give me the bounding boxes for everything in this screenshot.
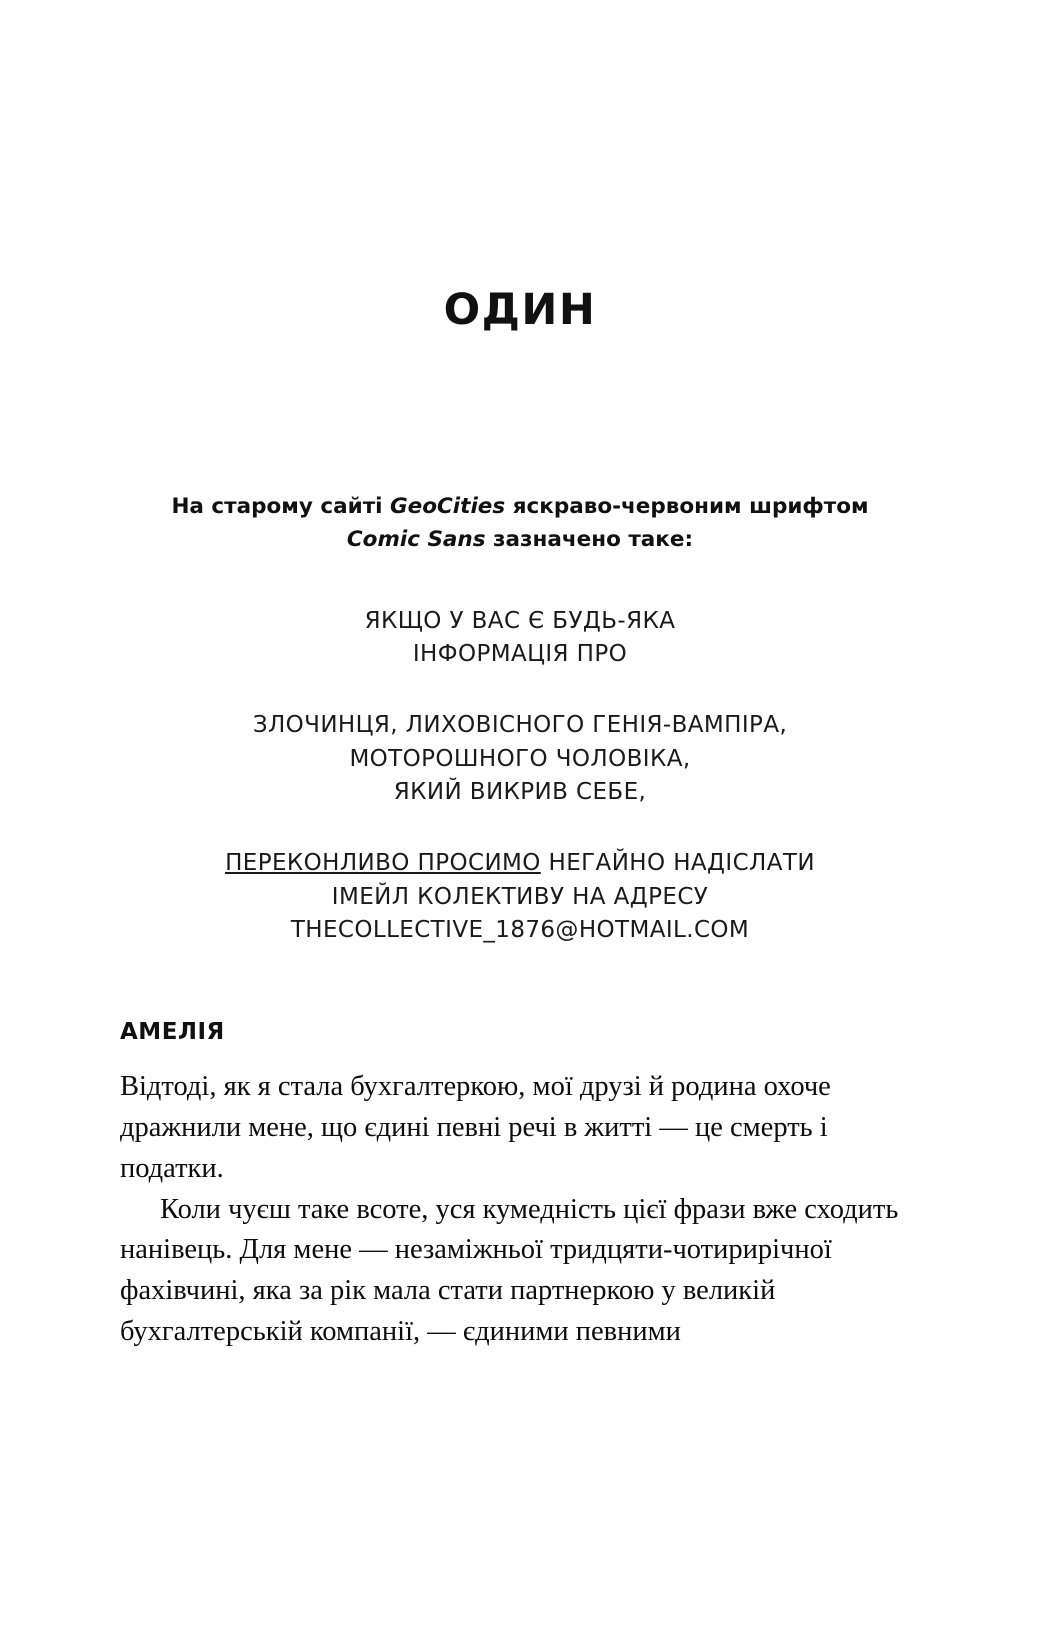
intro-line1-post: яскраво-червоним шрифтом (505, 494, 869, 519)
geocities-emphasis: ПЕРЕКОНЛИВО ПРОСИМО (225, 850, 541, 877)
geocities-line-suffix: НЕГАЙНО НАДІСЛАТИ (540, 850, 815, 877)
intro-geocities-name: GeoCities (390, 494, 506, 519)
chapter-title: ОДИН (443, 285, 597, 335)
geocities-paragraph (120, 847, 920, 947)
geocities-line: ЗЛОЧИНЦЯ, ЛИХОВІСНОГО ГЕНІЯ-ВАМПІРА, (252, 712, 788, 739)
geocities-paragraph (120, 605, 920, 672)
geocities-paragraph (120, 709, 920, 809)
speaker-label: АМЕЛІЯ (120, 1019, 225, 1046)
intro-comicsans-name: Comic Sans (346, 527, 486, 553)
geocities-line: МОТОРОШНОГО ЧОЛОВІКА, (349, 745, 691, 772)
geocities-line: ІНФОРМАЦІЯ ПРО (412, 640, 628, 667)
geocities-line: ЯКЩО У ВАС Є БУДЬ-ЯКА (364, 607, 676, 634)
geocities-message (120, 605, 920, 948)
page-content (120, 0, 920, 1353)
geocities-line: ІМЕЙЛ КОЛЕКТИВУ НА АДРЕСУ (331, 883, 709, 910)
intro-line2-post: зазначено таке: (485, 527, 694, 553)
intro-line1-pre: На старому сайті (171, 494, 391, 519)
geocities-email: THECOLLECTIVE_1876@HOTMAIL.COM (290, 917, 750, 944)
paragraph: Відтоді, як я стала бухгалтеркою, мої друзі й родина охоче дражнили мене, що єдині певні речі в житті — це смерть і податки. (120, 1071, 831, 1184)
geocities-line: ЯКИЙ ВИКРИВ СЕБЕ, (393, 779, 647, 805)
intro-paragraph (120, 490, 920, 557)
paragraph: Коли чуєш таке всоте, уся кумедність цієї фрази вже сходить нанівець. Для мене — незаміжньої тридцяти-чотирирічної фахівчині, яка за рік мала стати партнеркою у великій бухгалтерській компанії, — єдиними певними (120, 1193, 899, 1347)
body-text (120, 1067, 920, 1352)
